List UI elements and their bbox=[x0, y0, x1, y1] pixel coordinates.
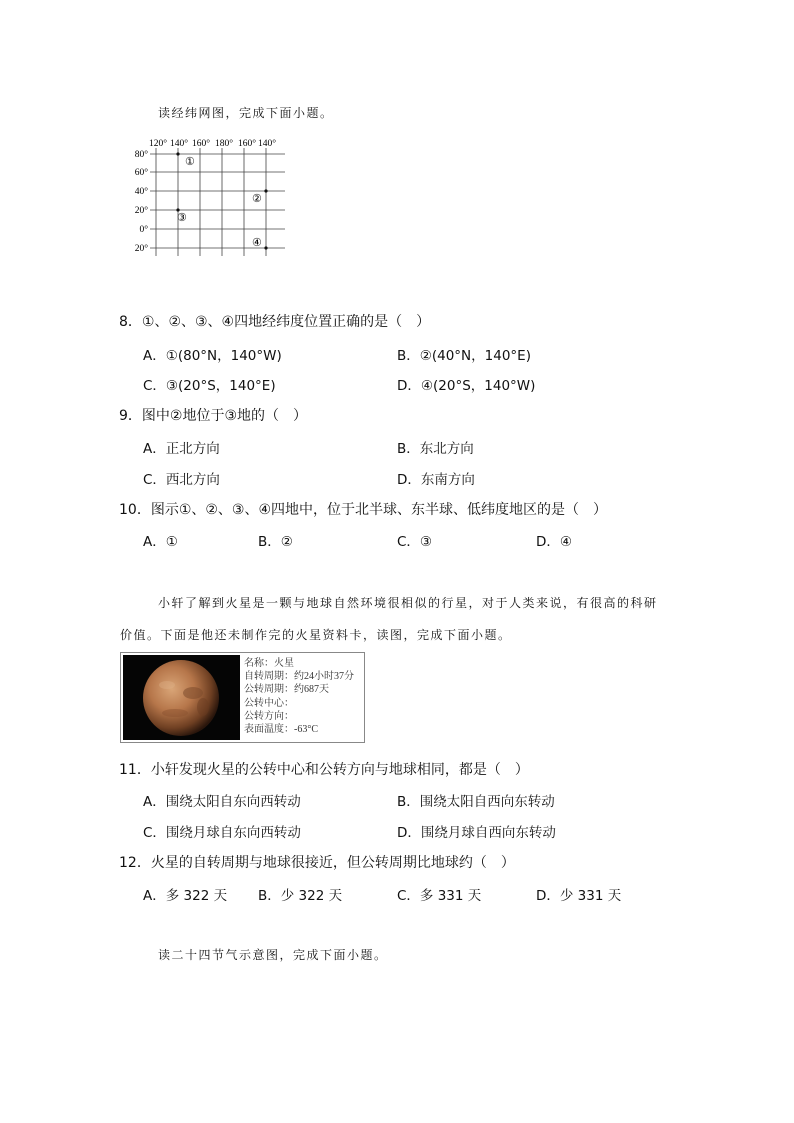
mars-revolution-center: 公转中心： bbox=[244, 697, 294, 709]
mars-info-text bbox=[244, 657, 354, 736]
section2-intro-line2: 价值。下面是他还未制作完的火星资料卡，读图，完成下面小题。 bbox=[120, 628, 512, 642]
question-9-stem: 9．图中②地位于③地的（ ） bbox=[119, 408, 308, 424]
lat-label: 0° bbox=[139, 225, 148, 235]
lon-label: 180° bbox=[214, 139, 234, 149]
point-4-dot bbox=[264, 246, 267, 249]
mars-name: 名称：火星 bbox=[244, 658, 294, 669]
lon-label: 140° bbox=[257, 139, 277, 149]
marker-4: ④ bbox=[252, 237, 262, 249]
lon-label: 160° bbox=[191, 139, 211, 149]
lat-label: 60° bbox=[134, 168, 148, 178]
question-12-stem: 12．火星的自转周期与地球很接近，但公转周期比地球约（ ） bbox=[119, 855, 515, 871]
mars-info-card bbox=[120, 652, 365, 743]
section3-intro: 读二十四节气示意图，完成下面小题。 bbox=[158, 948, 388, 962]
q9-option-d[interactable]: D．东南方向 bbox=[397, 472, 475, 488]
q10-option-c[interactable]: C．③ bbox=[397, 534, 433, 550]
point-2-dot bbox=[264, 189, 267, 192]
q9-option-a[interactable]: A．正北方向 bbox=[143, 441, 220, 457]
lon-label: 140° bbox=[169, 139, 189, 149]
mars-surface-temperature: 表面温度：-63°C bbox=[244, 724, 318, 736]
q8-option-d[interactable]: D．④(20°S，140°W) bbox=[397, 378, 536, 394]
q10-option-b[interactable]: B．② bbox=[258, 534, 293, 550]
q9-option-b[interactable]: B．东北方向 bbox=[397, 441, 474, 457]
lon-label: 120° bbox=[148, 139, 168, 149]
mars-revolution-period: 公转周期：约687天 bbox=[244, 684, 329, 696]
marker-1: ① bbox=[185, 156, 195, 168]
q11-option-c[interactable]: C．围绕月球自东向西转动 bbox=[143, 825, 301, 841]
lat-label: 20° bbox=[134, 206, 148, 216]
question-11-stem: 11．小轩发现火星的公转中心和公转方向与地球相同，都是（ ） bbox=[119, 762, 529, 778]
q12-option-b[interactable]: B．少 322 天 bbox=[258, 888, 343, 904]
section2-intro-line1: 小轩了解到火星是一颗与地球自然环境很相似的行星，对于人类来说，有很高的科研 bbox=[158, 596, 658, 610]
lat-label: 80° bbox=[134, 150, 148, 160]
q12-option-d[interactable]: D．少 331 天 bbox=[536, 888, 622, 904]
grid-lines bbox=[150, 148, 285, 256]
mars-photo bbox=[123, 655, 240, 740]
lat-label: 20° bbox=[134, 244, 148, 254]
lon-label: 160° bbox=[237, 139, 257, 149]
q8-option-c[interactable]: C．③(20°S，140°E) bbox=[143, 378, 276, 394]
lat-label: 40° bbox=[134, 187, 148, 197]
q12-option-c[interactable]: C．多 331 天 bbox=[397, 888, 482, 904]
q12-option-a[interactable]: A．多 322 天 bbox=[143, 888, 228, 904]
q11-option-a[interactable]: A．围绕太阳自东向西转动 bbox=[143, 794, 301, 810]
mars-planet-image bbox=[123, 655, 240, 740]
q10-option-d[interactable]: D．④ bbox=[536, 534, 572, 550]
mars-rotation-period: 自转周期：约24小时37分 bbox=[244, 671, 354, 683]
question-10-stem: 10．图示①、②、③、④四地中，位于北半球、东半球、低纬度地区的是（ ） bbox=[119, 502, 608, 518]
section1-intro: 读经纬网图，完成下面小题。 bbox=[158, 106, 334, 120]
question-8-stem: 8．①、②、③、④四地经纬度位置正确的是（ ） bbox=[119, 314, 431, 330]
q8-option-a[interactable]: A．①(80°N，140°W) bbox=[143, 348, 282, 364]
mars-revolution-direction: 公转方向： bbox=[244, 710, 294, 722]
marker-3: ③ bbox=[177, 212, 187, 224]
q11-option-b[interactable]: B．围绕太阳自西向东转动 bbox=[397, 794, 555, 810]
q8-option-b[interactable]: B．②(40°N，140°E) bbox=[397, 348, 531, 364]
point-1-dot bbox=[176, 152, 179, 155]
latlong-grid-map bbox=[128, 134, 293, 259]
marker-2: ② bbox=[252, 193, 262, 205]
q11-option-d[interactable]: D．围绕月球自西向东转动 bbox=[397, 825, 556, 841]
q9-option-c[interactable]: C．西北方向 bbox=[143, 472, 220, 488]
latlong-grid-svg bbox=[128, 134, 293, 259]
q10-option-a[interactable]: A．① bbox=[143, 534, 178, 550]
